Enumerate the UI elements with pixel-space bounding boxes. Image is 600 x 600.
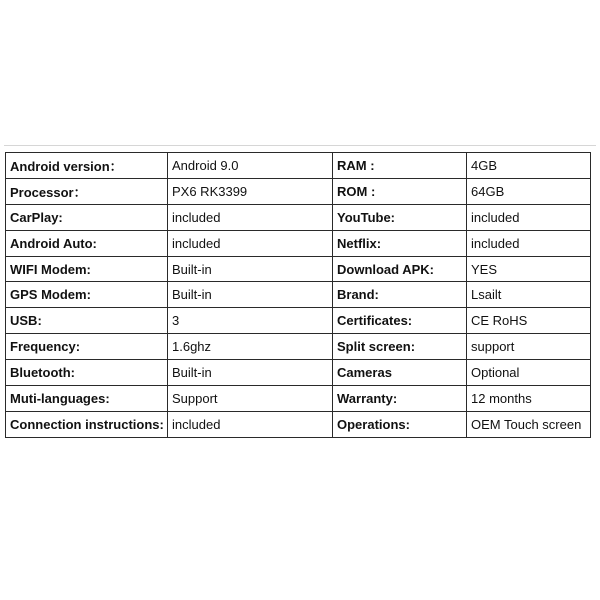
spec-value: included [467,230,591,256]
spec-label: Muti-languages: [6,386,168,412]
spec-value: support [467,334,591,360]
spec-label: ROM : [333,178,467,204]
table-row [6,153,591,179]
table-row [6,386,591,412]
spec-label: WIFI Modem: [6,256,168,282]
spec-label: USB: [6,308,168,334]
spec-label: Brand: [333,282,467,308]
spec-value: Support [168,386,333,412]
table-row [6,308,591,334]
spec-label: Connection instructions: [6,411,168,437]
spec-value: Android 9.0 [168,153,333,179]
spec-value: 3 [168,308,333,334]
spec-value: 4GB [467,153,591,179]
spec-label: Android version： [6,153,168,179]
spec-label: RAM : [333,153,467,179]
spec-value: included [168,230,333,256]
spec-value: Built-in [168,360,333,386]
table-row [6,360,591,386]
spec-value: YES [467,256,591,282]
spec-label: Netflix: [333,230,467,256]
table-row [6,282,591,308]
spec-value: included [467,204,591,230]
spec-label: Download APK: [333,256,467,282]
spec-value: included [168,411,333,437]
spec-label: Processor： [6,178,168,204]
spec-value: Optional [467,360,591,386]
spec-label: GPS Modem: [6,282,168,308]
table-row [6,256,591,282]
spec-label: Frequency: [6,334,168,360]
spec-table [5,152,591,438]
spec-label: Android Auto: [6,230,168,256]
spec-value: included [168,204,333,230]
spec-label: Bluetooth: [6,360,168,386]
spec-value: 12 months [467,386,591,412]
spec-value: 1.6ghz [168,334,333,360]
table-row [6,230,591,256]
table-row [6,204,591,230]
spec-label: YouTube: [333,204,467,230]
table-row [6,411,591,437]
page-divider [4,145,596,146]
spec-label: CarPlay: [6,204,168,230]
spec-label: Certificates: [333,308,467,334]
spec-value: Lsailt [467,282,591,308]
spec-value: Built-in [168,256,333,282]
spec-label: Warranty: [333,386,467,412]
spec-label: Operations: [333,411,467,437]
spec-value: CE RoHS [467,308,591,334]
spec-value: PX6 RK3399 [168,178,333,204]
spec-value: Built-in [168,282,333,308]
spec-label: Split screen: [333,334,467,360]
table-row [6,334,591,360]
table-row [6,178,591,204]
spec-label: Cameras [333,360,467,386]
spec-value: OEM Touch screen [467,411,591,437]
spec-value: 64GB [467,178,591,204]
